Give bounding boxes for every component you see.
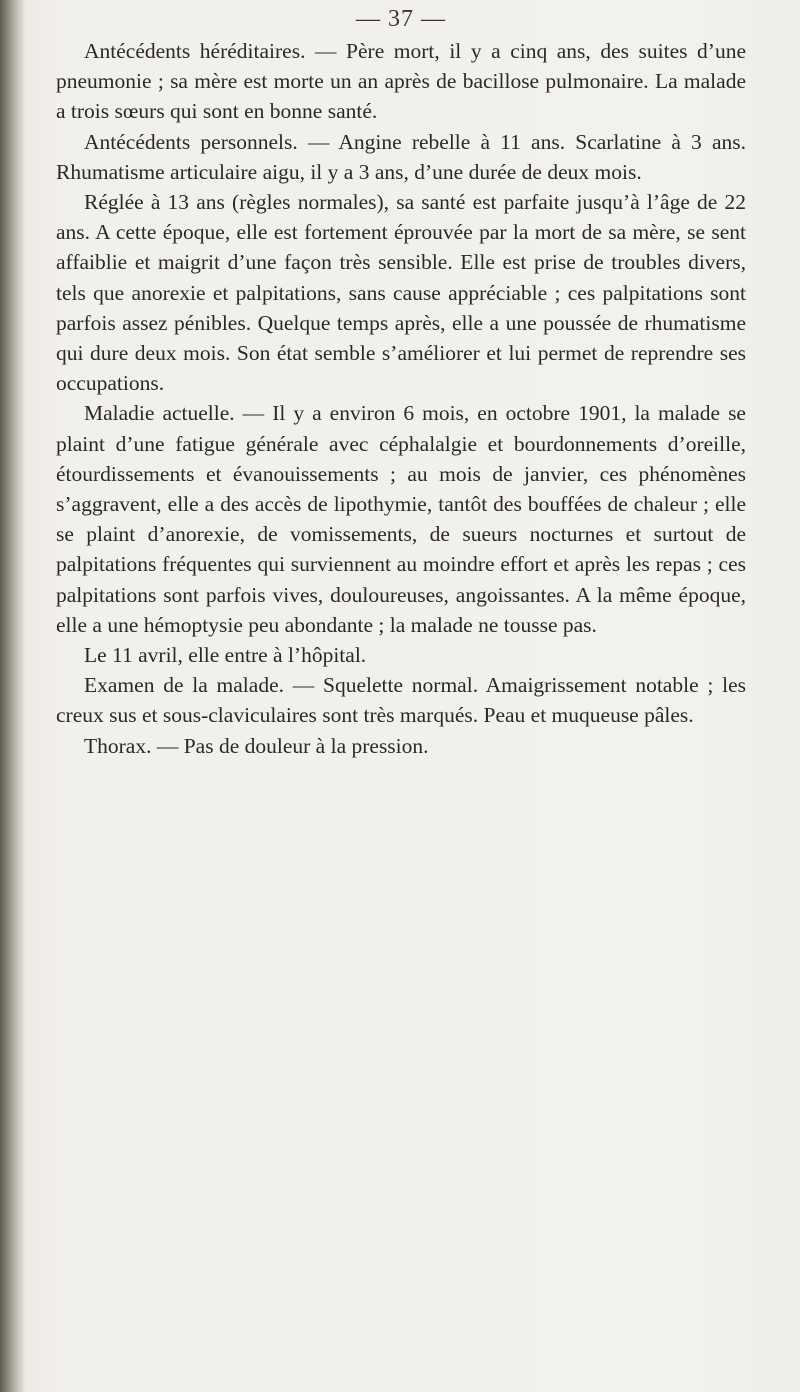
paragraph-heading: Antécédents personnels. bbox=[84, 129, 298, 154]
paragraph-body: — Pas de douleur à la pression. bbox=[151, 733, 429, 758]
paragraph-thorax bbox=[56, 731, 746, 761]
paragraph-body: — Squelette normal. Amaigrissement notable ; les creux sus et sous-claviculaires sont très marqués. Peau et muqueuse pâles. bbox=[56, 673, 746, 728]
binding-shadow bbox=[0, 0, 26, 1392]
paragraph-body: — Il y a environ 6 mois, en octobre 1901, la malade se plaint d’une fatigue générale avec céphalalgie et bourdonnements d’oreille, étourdissements et évanouissements ; au mois de janvier, ces phénomènes s’aggravent, elle a des accès de lipothymie, tantôt des bouffées de chaleur ; elle se plaint d’anorexie, de vomissements, de sueurs nocturnes et surtout de palpitations fréquentes qui surviennent au moindre effort et après les repas ; ces palpitations sont parfois vives, douloureuses, angoissantes. A la même époque, elle a une hémoptysie peu abondante ; la malade ne tousse pas. bbox=[56, 401, 746, 637]
paragraph-body: — Père mort, il y a cinq ans, des suites d’une pneumonie ; sa mère est morte un an après de bacillose pulmonaire. La malade a trois sœurs qui sont en bonne santé. bbox=[56, 39, 747, 124]
paragraph-heading: Antécédents héréditaires. bbox=[84, 39, 306, 63]
paragraph-menstruation-history bbox=[56, 187, 746, 398]
paragraph-current-illness bbox=[56, 398, 746, 640]
paragraph-body: Réglée à 13 ans (règles normales), sa santé est parfaite jusqu’à l’âge de 22 ans. A cette époque, elle est fortement éprouvée par la mort de sa mère, se sent affaiblie et maigrit d’une façon très sensible. Elle est prise de troubles divers, tels que anorexie et palpitations, sans cause appréciable ; ces palpitations sont parfois assez pénibles. Quelque temps après, elle a une poussée de rhumatisme qui dure deux mois. Son état semble s’améliorer et lui permet de reprendre ses occupations. bbox=[56, 190, 746, 396]
paragraph-examination bbox=[56, 670, 746, 730]
paragraph-admission bbox=[56, 640, 746, 670]
paragraph-heading: Thorax. bbox=[84, 733, 152, 758]
paragraph-hereditary-history bbox=[56, 36, 746, 127]
paragraph-body: Le 11 avril, elle entre à l’hôpital. bbox=[84, 643, 367, 668]
page-number: — 37 — bbox=[356, 6, 446, 32]
paragraph-heading: Examen de la malade. bbox=[84, 673, 284, 698]
paragraph-personal-history bbox=[56, 127, 746, 187]
body-text bbox=[56, 36, 746, 761]
paragraph-heading: Maladie actuelle. bbox=[84, 401, 235, 426]
paragraph-body: — Angine rebelle à 11 ans. Scarlatine à 3 ans. Rhumatisme articulaire aigu, il y a 3 ans, d’une durée de deux mois. bbox=[56, 129, 746, 184]
